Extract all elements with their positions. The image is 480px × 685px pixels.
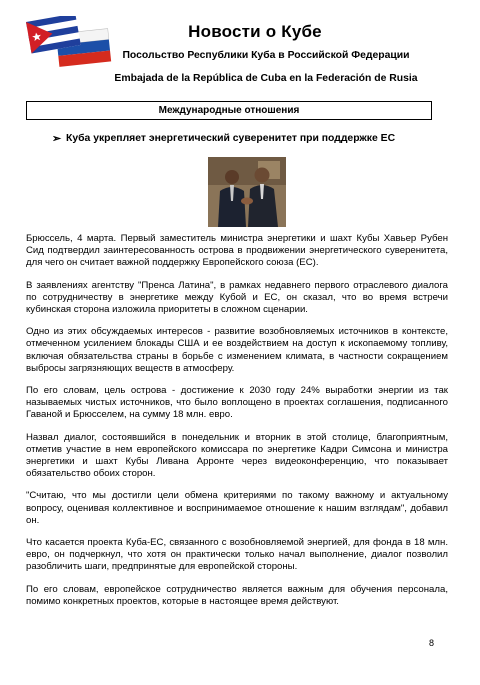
section-heading: Международные отношения	[26, 101, 432, 120]
paragraph: Одно из этих обсуждаемых интересов - развитие возобновляемых источников в контексте, отмеченном усилением блокады США и ее воздействием на доступ к ископаемому топливу, включая обязательства страны в борьбе с изменением климата, в частности сокращением выбросы загрязняющих веществ в атмосферу.	[26, 326, 448, 374]
page-number: 8	[429, 638, 435, 648]
embassy-name-russian: Посольство Республики Куба в Российской Федерации	[122, 50, 410, 61]
paragraph: Брюссель, 4 марта. Первый заместитель министра энергетики и шахт Кубы Хавьер Рубен Сид подтвердил заинтересованность острова в продвижении энергетического суверенитета, для чего он считает важной поддержку Европейского союза (ЕС).	[26, 233, 448, 269]
paragraph: В заявлениях агентству "Пренса Латина", в рамках недавнего первого отраслевого диалога по сотрудничеству в энергетике между Кубой и ЕС, он сказал, что во время встречи кубинская сторона изложила приоритеты в сложном сценарии.	[26, 279, 448, 316]
article-photo	[208, 157, 286, 227]
paragraph: По его словам, европейское сотрудничество является важным для обучения персонала, помимо конкретных проектов, которые в настоящее время действуют.	[26, 583, 448, 607]
article-body	[26, 233, 448, 618]
handshake-photo-svg	[208, 157, 286, 227]
paragraph: Назвал диалог, состоявшийся в понедельник и вторник в этой столице, благоприятным, отметив участие в нем европейского комиссара по энергетике Кадри Симсона и министра энергетики и шахт Кубы Ливана Арронте через видеоконференцию, что показывает обязательство обоих сторон.	[26, 431, 448, 480]
embassy-name-spanish: Embajada de la República de Cuba en la Federación de Rusia	[114, 73, 418, 84]
paragraph: Что касается проекта Куба-ЕС, связанного с возобновляемой энергией, для фонда в 18 млн. евро, он подчеркнул, что хотя он практически только начал выполнение, диалог позволил разобличить шаги, предпринятые для европейской стороны.	[26, 537, 448, 573]
paragraph: "Считаю, что мы достигли цели обмена критериями по такому важному и актуальному вопросу, оценивая коллективное и воспринимаемое отношение к нашим взглядам", добавил он.	[26, 490, 448, 526]
page-title: Новости о Кубе	[188, 22, 322, 41]
arrow-bullet-icon: ➢	[52, 133, 62, 145]
paragraph: По его словам, цель острова - достижение к 2030 году 24% выработки энергии из так называемых чистых источников, что было воплощено в проектах соглашения, подписанного Гаваной и Брюсселем, на сумму 18 млн. евро.	[26, 385, 448, 421]
article-headline: Куба укрепляет энергетический суверенитет при поддержке ЕС	[66, 133, 396, 144]
